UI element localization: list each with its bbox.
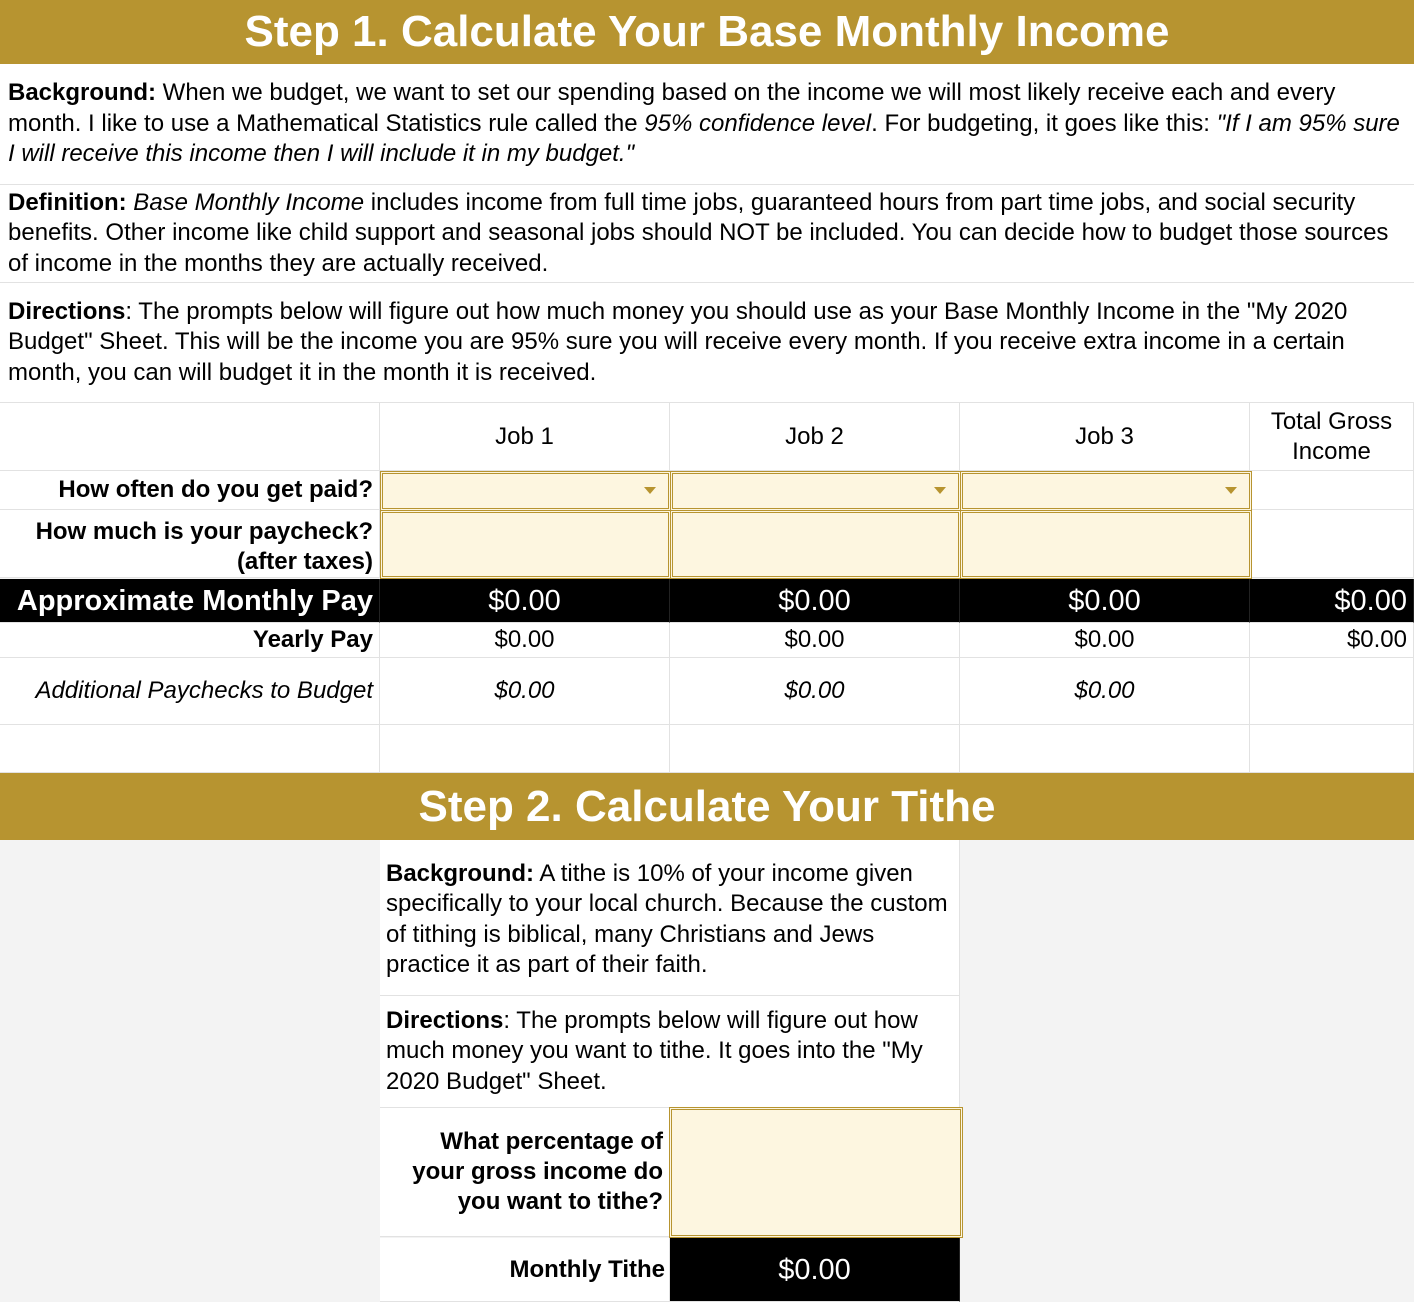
job2-paycheck-input[interactable] [670,510,961,579]
step1-header: Step 1. Calculate Your Base Monthly Income [0,0,1414,64]
text: How much is your paycheck? [35,518,373,545]
label: Definition: [8,188,127,216]
blank-cell [0,403,380,471]
job2-yearly-pay: $0.00 [670,623,960,658]
step1-definition [0,185,1414,283]
text: : The prompts below will figure out how much money you should use as your Base Monthly Income in the "My 2020 Budget" Sheet. This will be the income you are 95% sure you will receive every month. If you receive extra income in a certain month, you can will budget it in the month it is received. [8,297,1348,386]
col-total: Total Gross Income [1250,403,1414,471]
col-job2: Job 2 [670,403,960,471]
job2-additional: $0.00 [670,658,960,725]
blank-cell [1250,510,1414,578]
step1-background [0,64,1414,185]
blank-cell [1250,725,1414,773]
step2-header: Step 2. Calculate Your Tithe [0,773,1414,840]
label: Directions [386,1006,504,1034]
blank-cell [960,725,1250,773]
job1-additional: $0.00 [380,658,670,725]
job3-paycheck-input[interactable] [960,510,1252,579]
job3-additional: $0.00 [960,658,1250,725]
text: When we budget, we want to set our spending based on the income we will most likely receive each and every month. I like to use a Mathematical Statistics rule called the [8,79,1336,137]
text: : The prompts below will figure out how much money you want to tithe. It goes into the "My 2020 Budget" Sheet. [386,1006,923,1095]
label: Directions [8,297,126,325]
job1-paycheck-input[interactable] [380,510,671,579]
how-often-label: How often do you get paid? [0,471,380,510]
text: 95% confidence level [644,109,872,137]
total-monthly-pay: $0.00 [1250,579,1414,623]
total-yearly-pay: $0.00 [1250,623,1414,658]
text: (after taxes) [236,548,373,575]
step1-directions [0,283,1414,403]
blank-cell [380,725,670,773]
tithe-percentage-label: What percentage of your gross income do you want to tithe? [380,1108,670,1237]
blank-cell [0,725,380,773]
text: . For budgeting, it goes like this: [871,109,1217,137]
job3-monthly-pay: $0.00 [960,579,1250,623]
monthly-tithe-value: $0.00 [670,1238,960,1302]
job2-frequency-dropdown[interactable] [670,471,961,511]
col-job1: Job 1 [380,403,670,471]
job2-monthly-pay: $0.00 [670,579,960,623]
text: A tithe is 10% of your income given specifically to your local church. Because the custom of tithing is biblical, many Christians and Jews practice it as part of their faith. [386,859,948,978]
step2-background [380,840,960,996]
blank-cell [1250,658,1414,725]
paycheck-label [0,510,380,578]
job1-monthly-pay: $0.00 [380,579,670,623]
label: Background: [386,859,535,887]
additional-label: Additional Paychecks to Budget [0,658,380,725]
job3-frequency-dropdown[interactable] [960,471,1252,511]
text: includes income from full time jobs, guaranteed hours from part time jobs, and social security benefits. Other income like child support and seasonal jobs should NOT be included. You can decide how to budget those sources of income in the months they are actually received. [8,188,1389,277]
job1-yearly-pay: $0.00 [380,623,670,658]
job3-yearly-pay: $0.00 [960,623,1250,658]
quote: "If I am 95% sure I will receive this income then I will include it in my budget." [8,109,1400,168]
blank-cell [1250,471,1414,510]
col-job3: Job 3 [960,403,1250,471]
text: Base Monthly Income [126,188,365,216]
yearly-pay-label: Yearly Pay [0,623,380,658]
job1-frequency-dropdown[interactable] [380,471,671,511]
label: Background: [8,79,157,107]
step2-directions [380,996,960,1108]
monthly-tithe-label: Monthly Tithe [380,1238,670,1302]
blank-cell [670,725,960,773]
monthly-pay-label: Approximate Monthly Pay [0,579,380,623]
tithe-percentage-input[interactable] [669,1107,963,1238]
